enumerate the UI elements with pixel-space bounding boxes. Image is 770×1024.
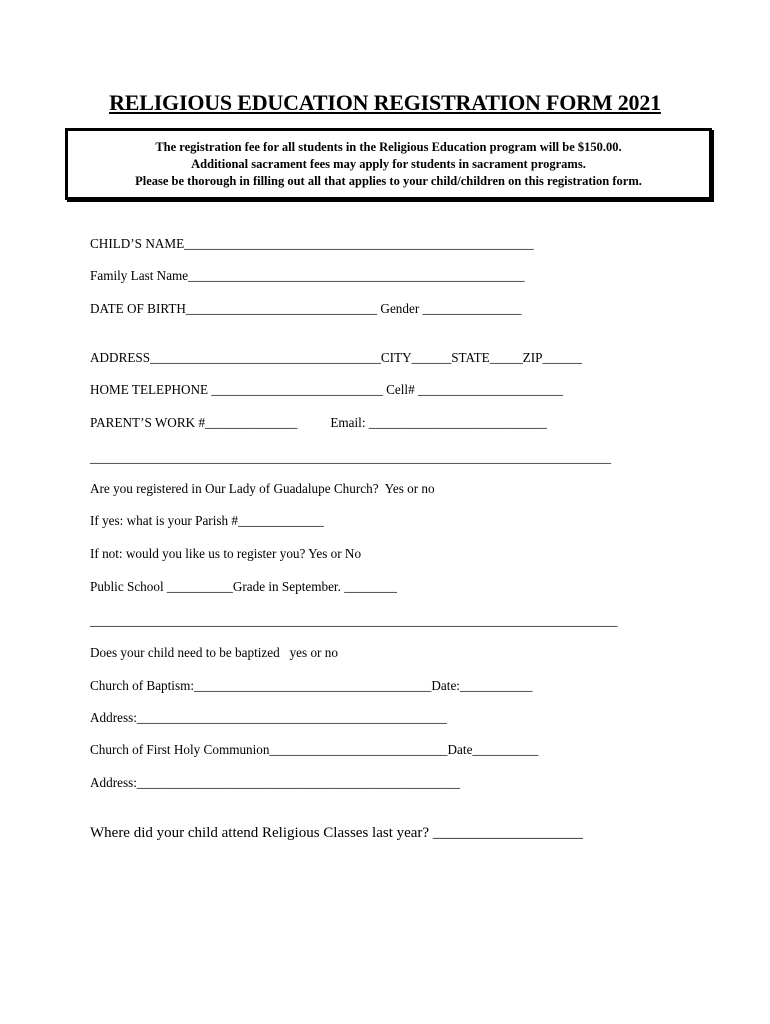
- address-field[interactable]: ADDRESS___________________________________CITY______STATE_____ZIP______: [90, 350, 583, 365]
- dob-gender-field[interactable]: DATE OF BIRTH_____________________________ Gender _______________: [90, 301, 522, 316]
- communion-address-field[interactable]: Address:_________________________________________________: [90, 775, 460, 790]
- notice-line-3: Please be thorough in filling out all that applies to your child/children on this registration form.: [135, 174, 642, 188]
- church-baptism-field[interactable]: Church of Baptism:____________________________________Date:___________: [90, 678, 533, 693]
- communion-church-field[interactable]: Church of First Holy Communion___________________________Date__________: [90, 742, 539, 757]
- form-title: RELIGIOUS EDUCATION REGISTRATION FORM 2021: [109, 90, 661, 115]
- last-year-classes-field[interactable]: Where did your child attend Religious Classes last year? ____________________: [90, 825, 583, 841]
- notice-line-2: Additional sacrament fees may apply for students in sacrament programs.: [191, 157, 586, 171]
- work-email-field[interactable]: PARENT’S WORK #______________ Email: ___________________________: [90, 415, 547, 430]
- child-name-field[interactable]: CHILD’S NAME_____________________________________________________: [90, 236, 534, 251]
- register-you-question[interactable]: If not: would you like us to register you? Yes or No: [90, 546, 362, 561]
- section-separator: ________________________________________________________________________________: [90, 613, 618, 628]
- baptized-question[interactable]: Does your child need to be baptized yes or no: [90, 645, 338, 660]
- telephone-field[interactable]: HOME TELEPHONE __________________________ Cell# ______________________: [90, 382, 564, 397]
- school-grade-field[interactable]: Public School __________Grade in September. ________: [90, 579, 397, 594]
- registered-question[interactable]: Are you registered in Our Lady of Guadalupe Church? Yes or no: [90, 481, 435, 496]
- fee-notice-box: [65, 128, 712, 200]
- notice-line-1: The registration fee for all students in the Religious Education program will be $150.00.: [155, 140, 622, 154]
- family-last-name-field[interactable]: Family Last Name___________________________________________________: [90, 268, 525, 283]
- parish-number-field[interactable]: If yes: what is your Parish #_____________: [90, 513, 324, 528]
- section-separator: _______________________________________________________________________________: [90, 450, 611, 465]
- baptism-address-field[interactable]: Address:_______________________________________________: [90, 710, 447, 725]
